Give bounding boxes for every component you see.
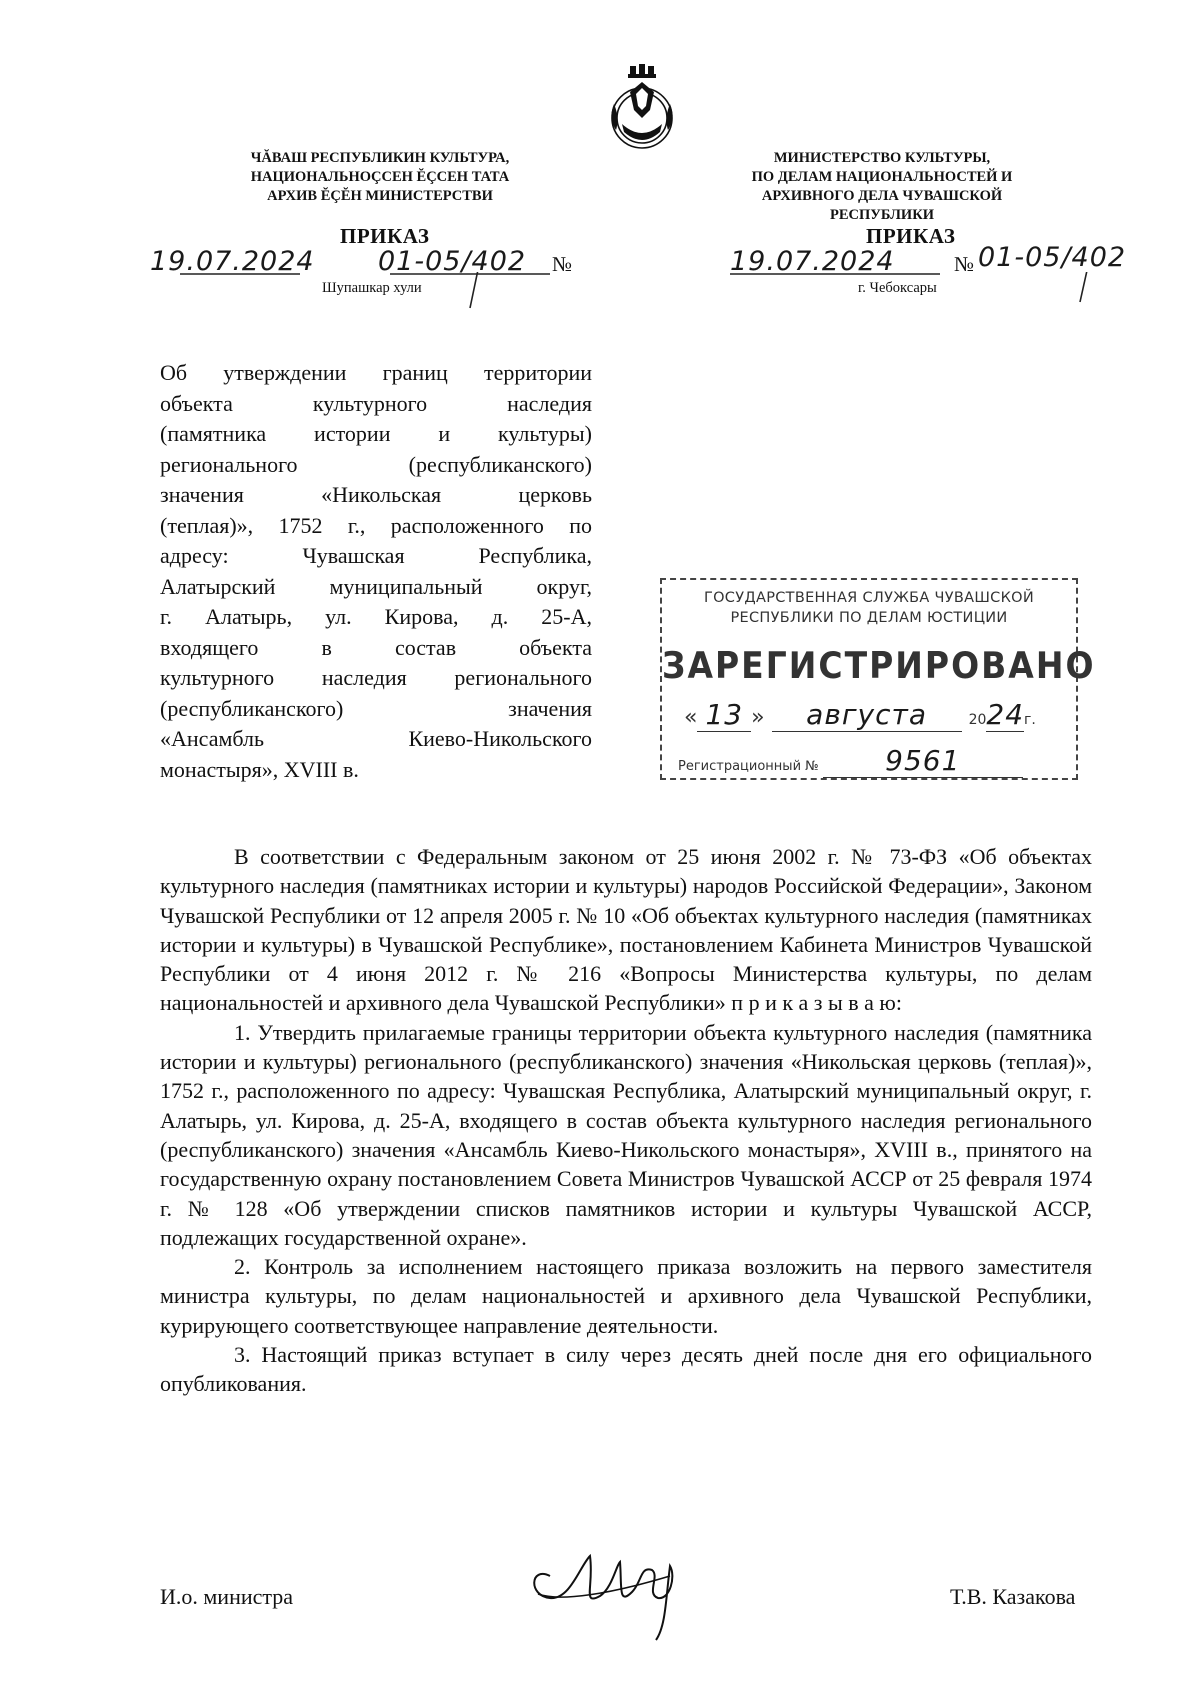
header-right-ministry — [712, 149, 1052, 225]
stamp-year-unit: г. — [1024, 712, 1036, 728]
stamp-status: ЗАРЕГИСТРИРОВАНО — [662, 644, 1096, 687]
header-left-line: НАЦИОНАЛЬНОÇСЕН ĔÇСЕН ТАТА — [250, 169, 510, 185]
subject-line: значения «Никольская церковь — [160, 482, 592, 507]
chuvash-emblem-icon — [600, 62, 684, 158]
body-preamble: В соответствии с Федеральным законом от 25 июня 2002 г. № 73-ФЗ «Об объектах культурного наследия (памятниках истории и культуры) народов Российской Федерации», Законом Чувашской Республики от 12 апреля 2005 г. № 10 «Об объектах культурного наследия (памятниках истории и культуры) в Чувашской Республике», постановлением Кабинета Министров Чувашской Республики от 4 июня 2012 г. № 216 «Вопросы Министерства культуры, по делам национальностей и архивного дела Чувашской Республики» п р и к а з ы в а ю: — [160, 844, 1092, 1016]
stamp-registration — [678, 744, 1068, 778]
subject-line: входящего в состав объекта — [160, 634, 592, 660]
subject-line: культурного наследия регионального — [160, 665, 592, 690]
body-item-3: 3. Настоящий приказ вступает в силу через десять дней после дня его официального опубликования. — [160, 1342, 1092, 1397]
handwritten-signature — [520, 1536, 700, 1646]
stamp-day: 13 — [697, 698, 751, 732]
order-title-right: ПРИКАЗ — [866, 224, 956, 248]
subject-line: адресу: Чувашская Республика, — [160, 543, 592, 568]
header-right-line: ПО ДЕЛАМ НАЦИОНАЛЬНОСТЕЙ И — [751, 169, 1013, 185]
subject-line: Об утверждении границ территории — [160, 360, 592, 385]
stamp-month: августа — [772, 698, 962, 732]
header-left-line: АРХИВ ĔÇĔН МИНИСТЕРСТВИ — [267, 188, 493, 204]
order-number-left: 01-05/402 — [378, 246, 527, 277]
subject-line: (памятника истории и культуры) — [160, 421, 592, 446]
header-right-line: МИНИСТЕРСТВО КУЛЬТУРЫ, — [773, 150, 991, 166]
subject-line: г. Алатырь, ул. Кирова, д. 25-А, — [160, 604, 592, 629]
order-body — [160, 842, 1092, 1399]
stamp-org-line: ГОСУДАРСТВЕННАЯ СЛУЖБА ЧУВАШСКОЙ — [703, 590, 1035, 606]
stamp-year-suffix: 24 — [986, 698, 1025, 731]
header-left-line: ЧĂВАШ РЕСПУБЛИКИН КУЛЬТУРА, — [250, 150, 510, 166]
header-right-line: АРХИВНОГО ДЕЛА ЧУВАШСКОЙ РЕСПУБЛИКИ — [761, 188, 1003, 223]
number-sign-right: № — [954, 252, 975, 276]
subject-line: объекта культурного наследия — [160, 390, 592, 416]
registration-stamp — [660, 578, 1096, 780]
order-date-right: 19.07.2024 — [730, 246, 895, 277]
stamp-org-line: РЕСПУБЛИКИ ПО ДЕЛАМ ЮСТИЦИИ — [730, 610, 1008, 626]
signatory-role: И.о. министра — [160, 1584, 294, 1609]
stamp-reg-number: 9561 — [823, 744, 1023, 778]
signatory-name: Т.В. Казакова — [950, 1584, 1076, 1609]
subject-line: (теплая)», 1752 г., расположенного по — [160, 512, 592, 538]
order-subject — [160, 358, 592, 785]
order-number-right: 01-05/402 — [978, 242, 1127, 273]
header-left-ministry — [205, 149, 555, 206]
body-item-1: 1. Утвердить прилагаемые границы территории объекта культурного наследия (памятника истории и культуры) регионального (республиканского) значения «Никольская церковь (теплая)», 1752 г., расположенного по адресу: Чувашская Республика, Алатырский муниципальный округ, г. Алатырь, ул. Кирова, д. 25-А, входящего в состав объекта культурного наследия регионального (республиканского) значения «Ансамбль Киево-Никольского монастыря», XVIII в., принятого на государственную охрану постановлением Совета Министров Чувашской АССР от 25 февраля 1974 г. № 128 «Об утверждении списков памятников истории и культуры Чувашской АССР, подлежащих государственной охране». — [160, 1019, 1092, 1250]
stamp-organization — [662, 588, 1076, 628]
subject-line: «Ансамбль Киево-Никольского — [160, 726, 592, 751]
handwritten-underline-right — [720, 272, 1140, 312]
stamp-year-prefix: 20 — [968, 712, 987, 728]
subject-line: (республиканского) значения — [160, 695, 592, 721]
order-title-left: ПРИКАЗ — [340, 224, 430, 248]
subject-line: Алатырский муниципальный округ, — [160, 573, 592, 599]
order-date-left: 19.07.2024 — [150, 246, 315, 277]
subject-line: монастыря», XVIII в. — [160, 756, 359, 782]
number-sign-left: № — [552, 252, 573, 276]
subject-line: регионального (республиканского) — [160, 451, 592, 477]
body-item-2: 2. Контроль за исполнением настоящего приказа возложить на первого заместителя министра культуры, по делам национальностей и архивного дела Чувашской Республики, курирующего соответствующее направление деятельности. — [160, 1254, 1092, 1338]
handwritten-underline-left — [150, 272, 570, 312]
stamp-reg-label: Регистрационный № — [678, 759, 819, 774]
city-left: Шупашкар хули — [322, 280, 422, 296]
stamp-date: « 13 » августа 2024г. — [684, 698, 1036, 731]
city-right: г. Чебоксары — [858, 280, 937, 296]
